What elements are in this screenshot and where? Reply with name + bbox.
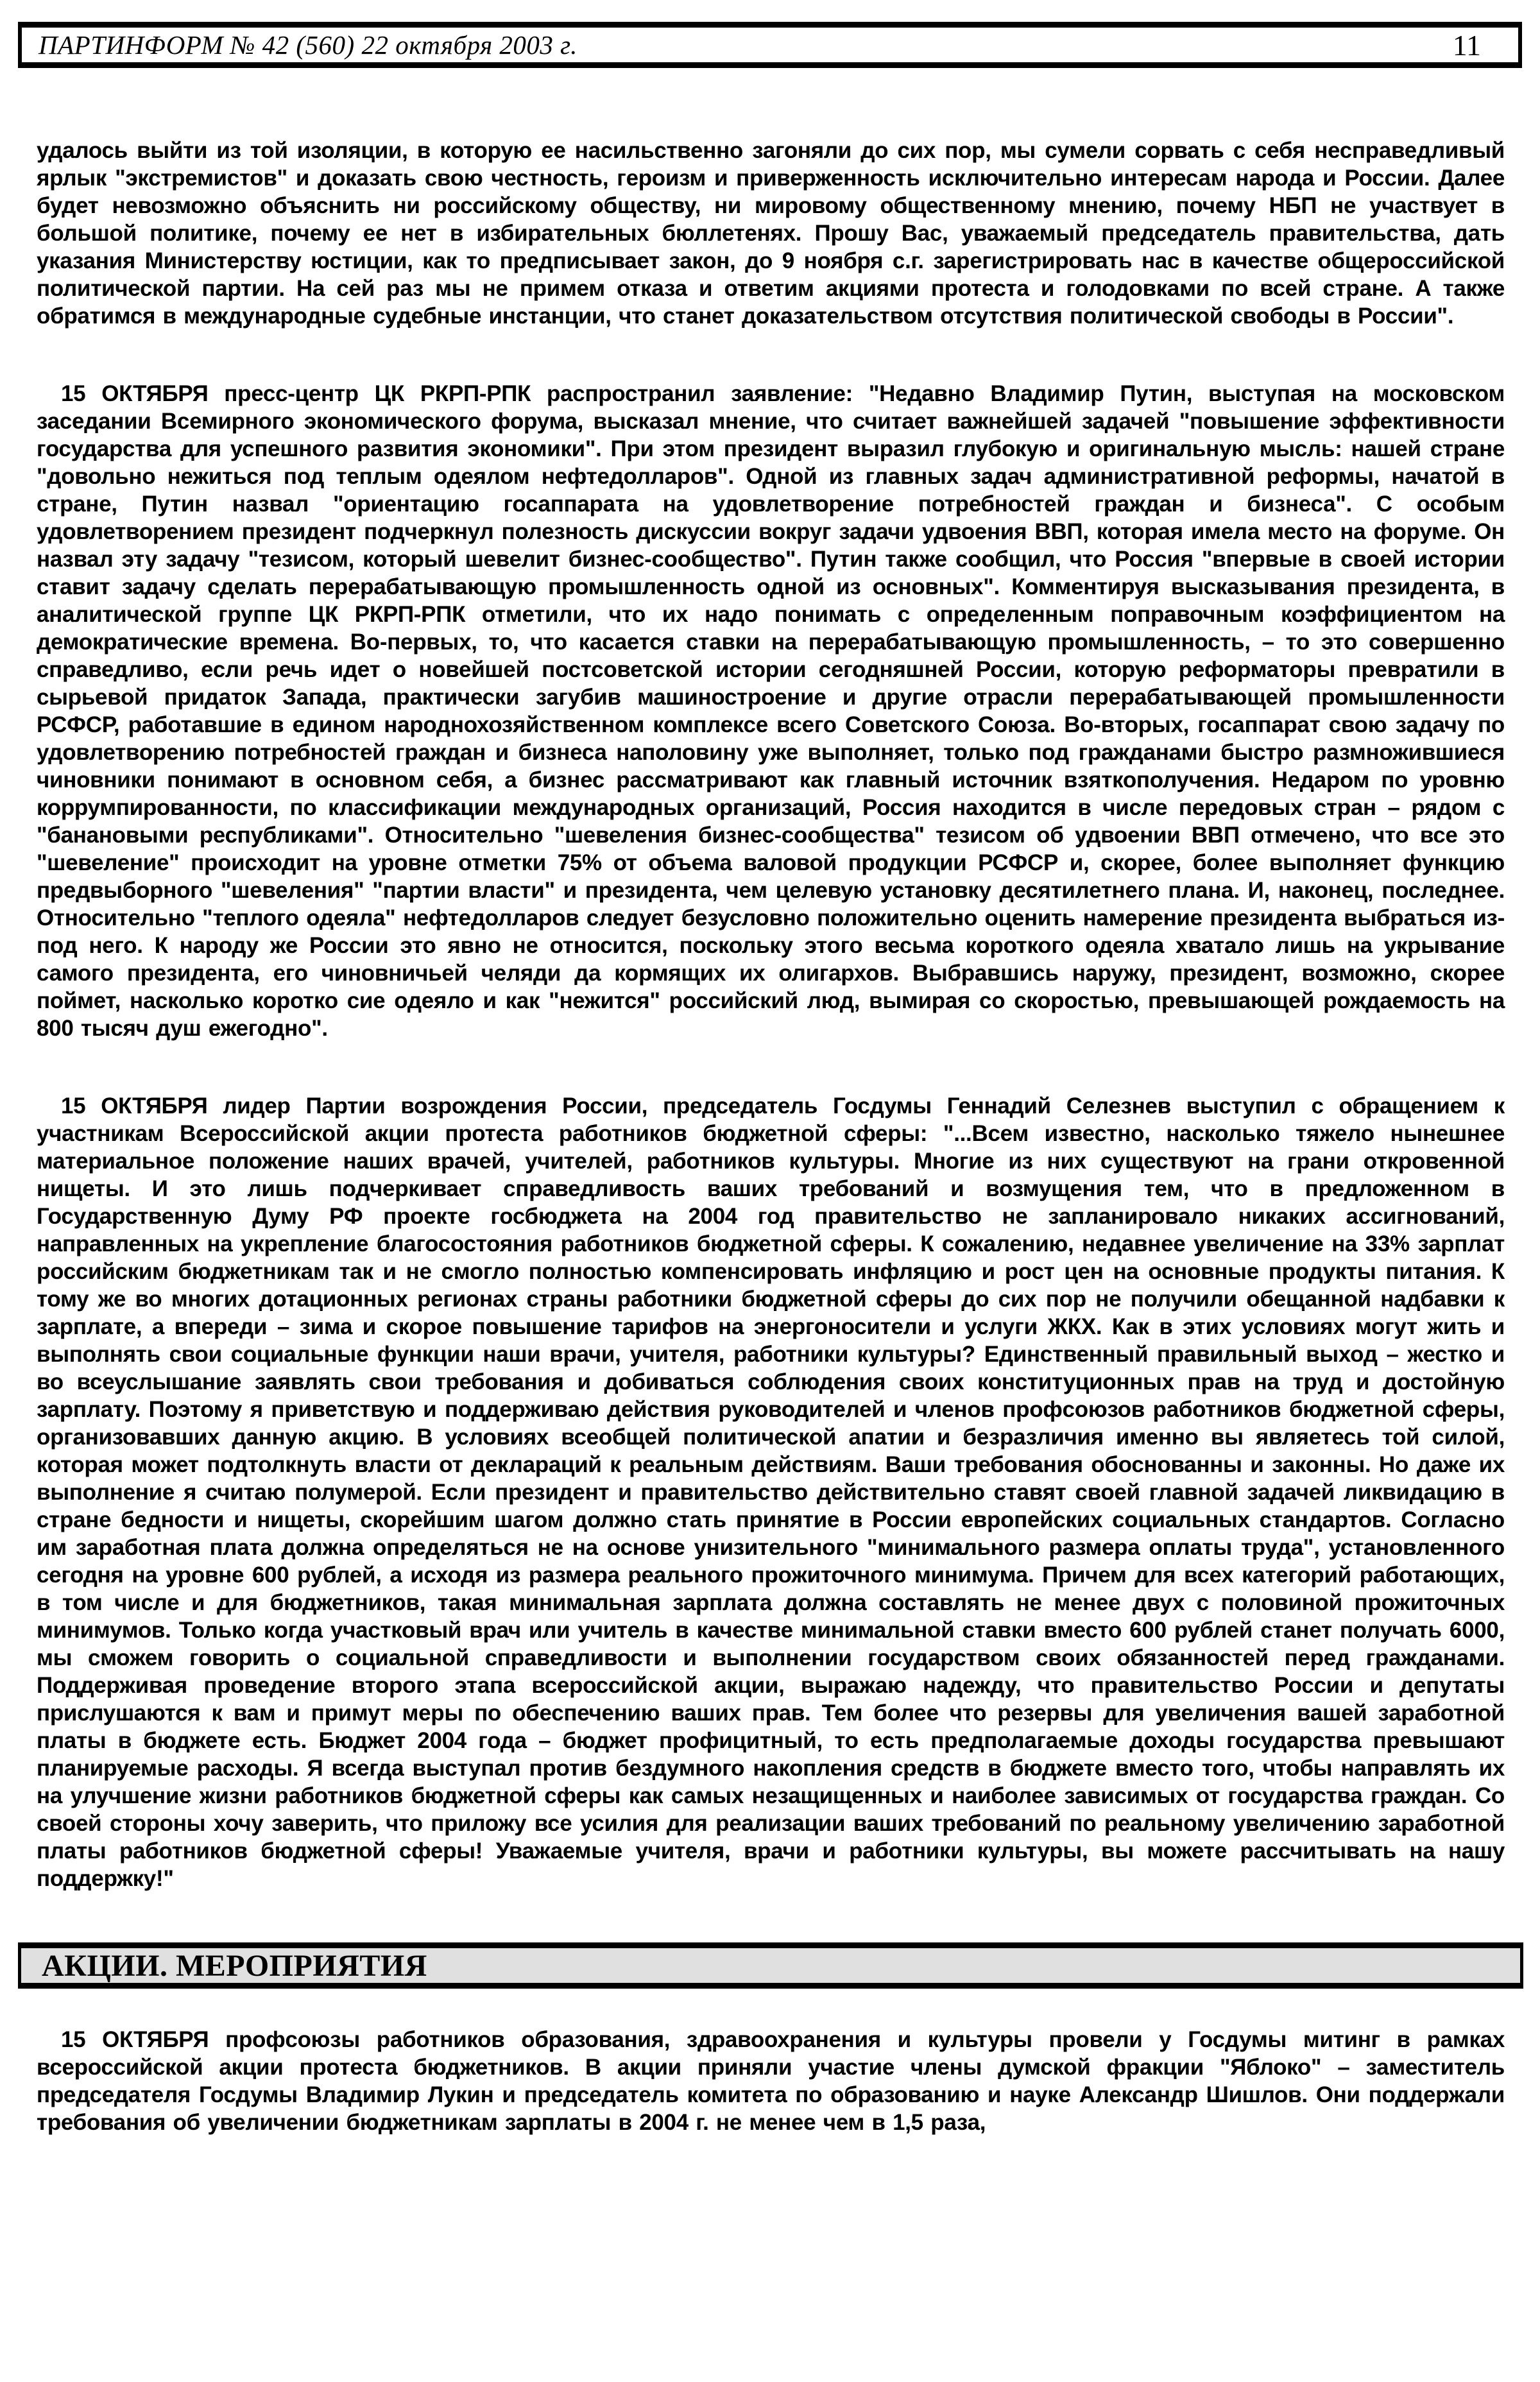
- page-header: [18, 22, 1522, 68]
- section-header-box: [18, 1942, 1523, 1989]
- page-body: [37, 137, 1505, 2136]
- body-paragraph: 15 ОКТЯБРЯ профсоюзы работников образования, здравоохранения и культуры провели у Госдумы митинг в рамках всероссийской акции протеста бюджетников. В акции приняли участие члены думской фракции "Яблоко" – заместитель председателя Госдумы Владимир Лукин и председатель комитета по образованию и науке Александр Шишлов. Они поддержали требования об увеличении бюджетникам зарплаты в 2004 г. не менее чем в 1,5 раза,: [37, 2027, 1505, 2135]
- page-number: 11: [1452, 28, 1481, 62]
- newsletter-title: ПАРТИНФОРМ № 42 (560) 22 октября 2003 г.: [38, 30, 578, 60]
- section-header-title: АКЦИИ. МЕРОПРИЯТИЯ: [42, 1948, 427, 1983]
- body-paragraph: 15 ОКТЯБРЯ пресс-центр ЦК РКРП-РПК распространил заявление: "Недавно Владимир Путин, выступая на московском заседании Всемирного экономического форума, высказал мнение, что считает важнейшей задачей "повышение эффективности государства для успешного развития экономики". При этом президент выразил глубокую и оригинальную мысль: нашей стране "довольно нежиться под теплым одеялом нефтедолларов". Одной из главных задач административной реформы, начатой в стране, Путин назвал "ориентацию госаппарата на удовлетворение потребностей граждан и бизнеса". С особым удовлетворением президент подчеркнул полезность дискуссии вокруг задачи удвоения ВВП, которая имела место на форуме. Он назвал эту задачу "тезисом, который шевелит бизнес-сообщество". Путин также сообщил, что Россия "впервые в своей истории ставит задачу сделать перерабатывающую промышленность одной из основных". Комментируя высказывания президента, в аналитической группе ЦК РКРП-РПК отметили, что их надо понимать с определенным поправочным коэффициентом на демократические времена. Во-первых, то, что касается ставки на перерабатывающую промышленность, – то это совершенно справедливо, если речь идет о новейшей постсоветской истории сегодняшней России, которую реформаторы превратили в сырьевой придаток Запада, практически загубив машиностроение и другие отрасли перерабатывающей промышленности РСФСР, работавшие в едином народнохозяйственном комплексе всего Советского Союза. Во-вторых, госаппарат свою задачу по удовлетворению потребностей граждан и бизнеса наполовину уже выполняет, только под гражданами быстро размножившиеся чиновники понимают в основном себя, а бизнес рассматривают как главный источник взяткополучения. Недаром по уровню коррумпированности, по классификации международных организаций, Россия находится в числе передовых стран – рядом с "банановыми республиками". Относительно "шевеления бизнес-сообщества" тезисом об удвоении ВВП отмечено, что все это "шевеление" происходит на уровне отметки 75% от объема валовой продукции РСФСР и, скорее, более выполняет функцию предвыборного "шевеления" "партии власти" и президента, чем целевую установку десятилетнего плана. И, наконец, последнее. Относительно "теплого одеяла" нефтедолларов следует безусловно положительно оценить намерение президента выбраться из-под него. К народу же России это явно не относится, поскольку этого весьма короткого одеяла хватало лишь на укрывание самого президента, его чиновничьей челяди да кормящих их олигархов. Выбравшись наружу, президент, возможно, скорее поймет, насколько коротко сие одеяло и как "нежится" российский люд, вымирая со скоростью, превышающей рождаемость на 800 тысяч душ ежегодно".: [37, 381, 1505, 1041]
- body-paragraph: удалось выйти из той изоляции, в которую ее насильственно загоняли до сих пор, мы сумели сорвать с себя несправедливый ярлык "экстремистов" и доказать свою честность, героизм и приверженность исключительно интересам народа и России. Далее будет невозможно объяснить ни российскому обществу, ни мировому общественному мнению, почему НБП не участвует в большой политике, почему ее нет в избирательных бюллетенях. Прошу Вас, уважаемый председатель правительства, дать указания Министерству юстиции, как то предписывает закон, до 9 ноября с.г. зарегистрировать нас в качестве общероссийской политической партии. На сей раз мы не примем отказа и ответим акциями протеста и голодовками по всей стране. А также обратимся в международные судебные инстанции, что станет доказательством отсутствия политической свободы в России".: [37, 138, 1505, 329]
- body-paragraph: 15 ОКТЯБРЯ лидер Партии возрождения России, председатель Госдумы Геннадий Селезнев выступил с обращением к участникам Всероссийской акции протеста работников бюджетной сферы: "...Всем известно, насколько тяжело нынешнее материальное положение наших врачей, учителей, работников культуры. Многие из них существуют на грани откровенной нищеты. И это лишь подчеркивает справедливость ваших требований и возмущения тем, что в предложенном в Государственную Думу РФ проекте госбюджета на 2004 год правительство не запланировало никаких ассигнований, направленных на укрепление благосостояния работников бюджетной сферы. К сожалению, недавнее увеличение на 33% зарплат российским бюджетникам так и не смогло полностью компенсировать инфляцию и рост цен на основные продукты питания. К тому же во многих дотационных регионах страны работники бюджетной сферы до сих пор не получили обещанной надбавки к зарплате, а впереди – зима и скорое повышение тарифов на энергоносители и услуги ЖКХ. Как в этих условиях могут жить и выполнять свои социальные функции наши врачи, учителя, работники культуры? Единственный правильный выход – жестко и во всеуслышание заявлять свои требования и добиваться соблюдения своих конституционных прав на труд и достойную зарплату. Поэтому я приветствую и поддерживаю действия руководителей и членов профсоюзов работников бюджетной сферы, организовавших данную акцию. В условиях всеобщей политической апатии и безразличия именно вы являетесь той силой, которая может подтолкнуть власти от деклараций к реальным действиям. Ваши требования обоснованны и законны. Но даже их выполнение я считаю полумерой. Если президент и правительство действительно ставят своей главной задачей ликвидацию в стране бедности и нищеты, скорейшим шагом должно стать принятие в России европейских социальных стандартов. Согласно им заработная плата должна определяться не на основе унизительного "минимального размера оплаты труда", установленного сегодня на уровне 600 рублей, а исходя из размера реального прожиточного минимума. Причем для всех категорий работающих, в том числе и для бюджетников, такая минимальная зарплата должна составлять не менее двух с половиной прожиточных минимумов. Только когда участковый врач или учитель в качестве минимальной ставки вместо 600 рублей станет получать 6000, мы сможем говорить о социальной справедливости и выполнении государством своих обязанностей перед гражданами. Поддерживая проведение второго этапа всероссийской акции, выражаю надежду, что правительство России и депутаты прислушаются к вам и примут меры по обеспечению ваших прав. Тем более что резервы для увеличения вашей заработной платы в бюджете есть. Бюджет 2004 года – бюджет профицитный, то есть предполагаемые доходы государства превышают планируемые расходы. Я всегда выступал против бездумного накопления средств в бюджете вместо того, чтобы направлять их на улучшение жизни работников бюджетной сферы как самых незащищенных и наиболее зависимых от государства граждан. Со своей стороны хочу заверить, что приложу все усилия для реализации ваших требований по реальному увеличению заработной платы работников бюджетной сферы! Уважаемые учителя, врачи и работники культуры, вы можете рассчитывать на нашу поддержку!": [37, 1093, 1505, 1891]
